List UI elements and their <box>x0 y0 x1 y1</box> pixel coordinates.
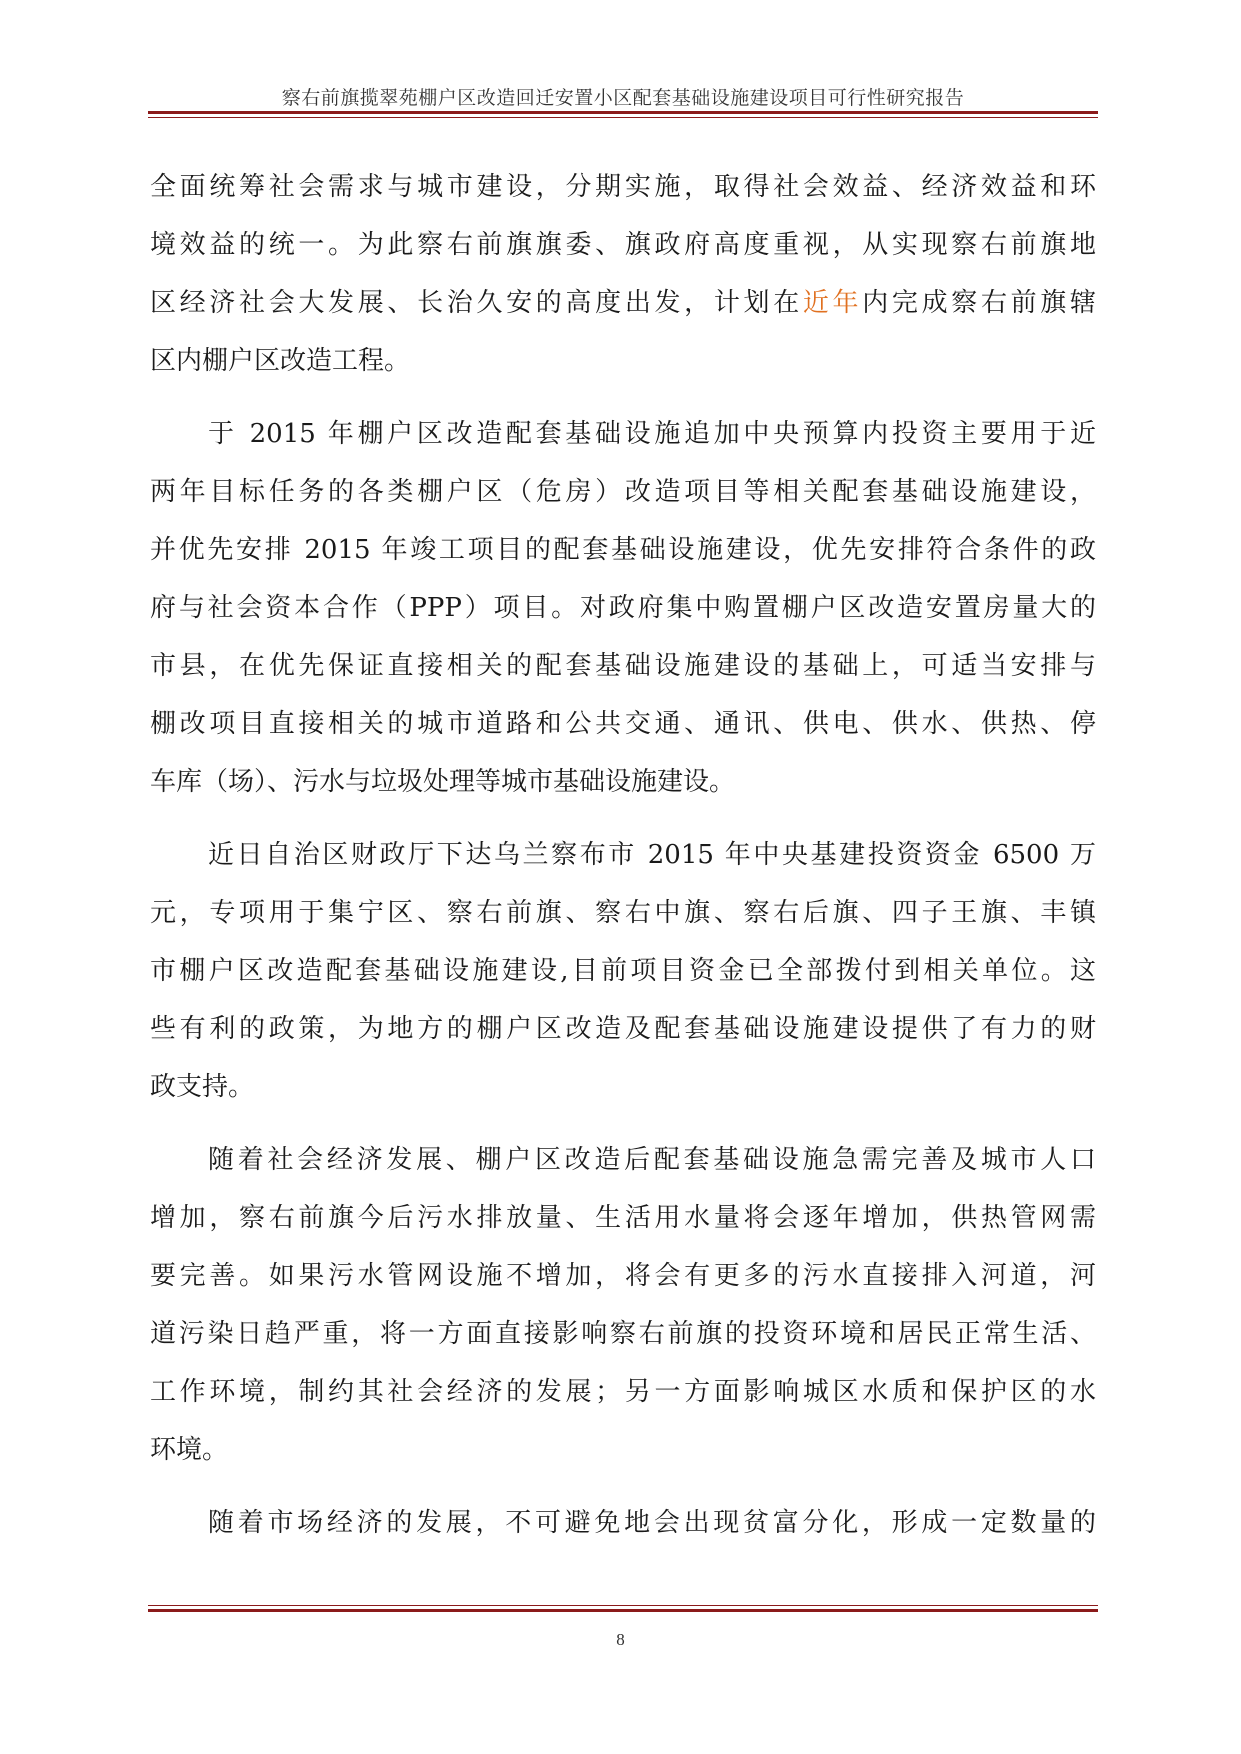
text-line: 境效益的统一。为此察右前旗旗委、旗政府高度重视，从实现察右前旗地 <box>150 230 1096 260</box>
text-line: 元，专项用于集宁区、察右前旗、察右中旗、察右后旗、四子王旗、丰镇 <box>150 898 1096 928</box>
text-line: 些有利的政策，为地方的棚户区改造及配套基础设施建设提供了有力的财 <box>150 1014 1096 1044</box>
paragraph <box>150 405 1096 811</box>
text-line: 增加，察右前旗今后污水排放量、生活用水量将会逐年增加，供热管网需 <box>150 1203 1096 1233</box>
text-segment: 区经济社会大发展、长治久安的高度出发，计划在 <box>150 288 803 318</box>
header-rule-thin <box>148 117 1098 118</box>
text-line: 要完善。如果污水管网设施不增加，将会有更多的污水直接排入河道，河 <box>150 1261 1096 1291</box>
highlighted-text: 近年 <box>802 288 863 318</box>
text-line: 棚改项目直接相关的城市道路和公共交通、通讯、供电、供水、供热、停 <box>150 709 1096 739</box>
text-line: 车库（场）、污水与垃圾处理等城市基础设施建设。 <box>150 767 736 797</box>
paragraph <box>150 1131 1096 1479</box>
text-line: 并优先安排 2015 年竣工项目的配套基础设施建设，优先安排符合条件的政 <box>150 535 1096 565</box>
text-line: 于 2015 年棚户区改造配套基础设施追加中央预算内投资主要用于近 <box>208 419 1096 449</box>
paragraph <box>150 1494 1096 1552</box>
text-line: 环境。 <box>150 1435 229 1465</box>
text-line: 区内棚户区改造工程。 <box>150 346 411 376</box>
paragraph <box>150 158 1096 390</box>
footer-rule-thin <box>148 1605 1098 1606</box>
text-segment: 内完成察右前旗辖 <box>862 288 1096 318</box>
text-line: 随着市场经济的发展，不可避免地会出现贫富分化，形成一定数量的 <box>208 1508 1096 1538</box>
text-line <box>150 274 1096 332</box>
text-line: 工作环境，制约其社会经济的发展；另一方面影响城区水质和保护区的水 <box>150 1377 1096 1407</box>
text-line: 市县，在优先保证直接相关的配套基础设施建设的基础上，可适当安排与 <box>150 651 1096 681</box>
header-title: 察右前旗揽翠苑棚户区改造回迁安置小区配套基础设施建设项目可行性研究报告 <box>281 87 965 109</box>
header-rule-thick <box>148 111 1098 114</box>
text-line: 政支持。 <box>150 1072 255 1102</box>
text-line: 近日自治区财政厅下达乌兰察布市 2015 年中央基建投资资金 6500 万 <box>208 840 1096 870</box>
footer-rule-thick <box>148 1609 1098 1612</box>
text-line: 道污染日趋严重，将一方面直接影响察右前旗的投资环境和居民正常生活、 <box>150 1319 1096 1349</box>
text-line: 随着社会经济发展、棚户区改造后配套基础设施急需完善及城市人口 <box>208 1145 1096 1175</box>
paragraph <box>150 826 1096 1116</box>
text-line: 府与社会资本合作（PPP）项目。对政府集中购置棚户区改造安置房量大的 <box>150 593 1096 623</box>
text-line: 市棚户区改造配套基础设施建设,目前项目资金已全部拨付到相关单位。这 <box>150 956 1096 986</box>
text-line: 两年目标任务的各类棚户区（危房）改造项目等相关配套基础设施建设， <box>150 477 1096 507</box>
body-text <box>150 158 1096 1567</box>
text-line: 全面统筹社会需求与城市建设，分期实施，取得社会效益、经济效益和环 <box>150 172 1096 202</box>
page-number: 8 <box>616 1630 625 1649</box>
